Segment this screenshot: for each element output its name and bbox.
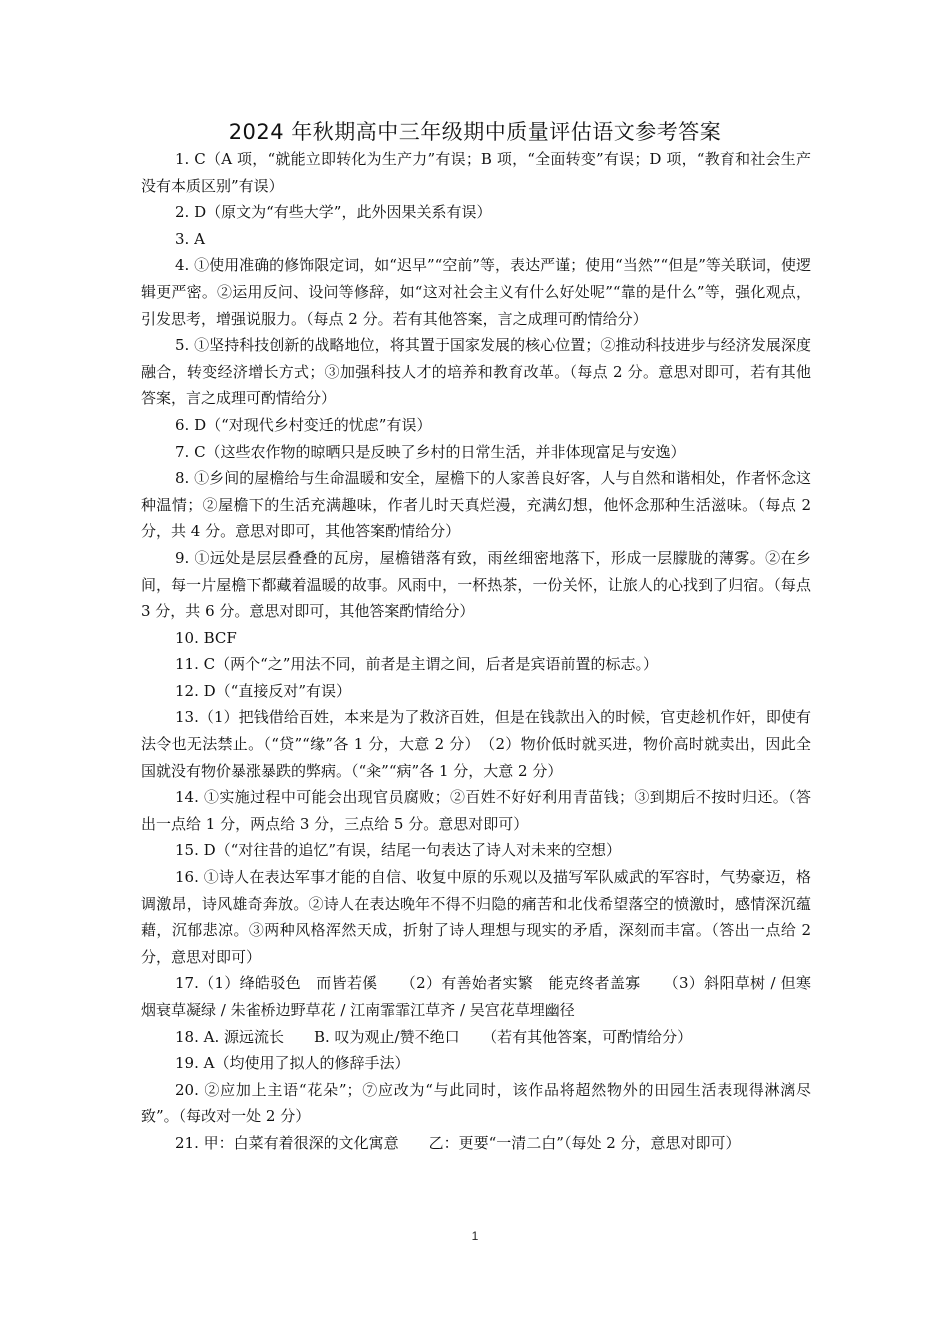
answer-item-16: 16. ①诗人在表达军事才能的自信、收复中原的乐观以及描写军队威武的军容时，气势豪迈，格调激昂，诗风雄奇奔放。②诗人在表达晚年不得不归隐的痛苦和北伐希望落空的愤激时，感情深沉蕴藉，沉郁悲凉。③两种风格浑然天成，折射了诗人理想与现实的矛盾，深刻而丰富。（答出一点给 2 分，意思对即可） xyxy=(141,868,811,966)
answer-item-21: 21. 甲：白菜有着很深的文化寓意 乙：更要“一清二白”（每处 2 分，意思对即可） xyxy=(175,1133,741,1152)
answer-item-6: 6. D（“对现代乡村变迁的忧虑”有误） xyxy=(175,415,432,434)
answer-item-3: 3. A xyxy=(175,229,205,248)
page-number: 1 xyxy=(471,1229,479,1243)
answer-item-20: 20. ②应加上主语“花朵”；⑦应改为“与此同时，该作品将超然物外的田园生活表现得淋漓尽致”。（每改对一处 2 分） xyxy=(141,1080,811,1126)
answer-item-19: 19. A（均使用了拟人的修辞手法） xyxy=(175,1054,410,1073)
answer-item-11: 11. C（两个“之”用法不同，前者是主谓之间，后者是宾语前置的标志。） xyxy=(175,655,658,674)
answer-item-4: 4. ①使用准确的修饰限定词，如“迟早”“空前”等，表达严谨；使用“当然”“但是”等关联词，使逻辑更严密。②运用反问、设问等修辞，如“这对社会主义有什么好处呢”“靠的是什么”等，强化观点，引发思考，增强说服力。（每点 2 分。若有其他答案，言之成理可酌情给分） xyxy=(141,256,811,328)
answer-list xyxy=(141,146,811,1157)
answer-item-5: 5. ①坚持科技创新的战略地位，将其置于国家发展的核心位置；②推动科技进步与经济发展深度融合，转变经济增长方式；③加强科技人才的培养和教育改革。（每点 2 分。意思对即可，若有其他答案，言之成理可酌情给分） xyxy=(141,336,811,408)
answer-item-8: 8. ①乡间的屋檐给与生命温暖和安全，屋檐下的人家善良好客，人与自然和谐相处，作者怀念这种温情；②屋檐下的生活充满趣味，作者儿时天真烂漫，充满幻想，他怀念那种生活滋味。（每点 2 分，共 4 分。意思对即可，其他答案酌情给分） xyxy=(141,469,811,541)
answer-item-17: 17.（1）绛皓驳色 而皆若傒 （2）有善始者实繁 能克终者盖寡 （3）斜阳草树 / 但寒烟衰草凝绿 / 朱雀桥边野草花 / 江南霏霏江草齐 / 吴宫花草埋幽径 xyxy=(141,974,811,1019)
answer-item-18: 18. A. 源远流长 B. 叹为观止/赞不绝口 （若有其他答案，可酌情给分） xyxy=(175,1027,693,1046)
document-title: 2024 年秋期高中三年级期中质量评估语文参考答案 xyxy=(228,120,722,144)
answer-item-1: 1. C（A 项，“就能立即转化为生产力”有误；B 项，“全面转变”有误；D 项，“教育和社会生产没有本质区别”有误） xyxy=(141,150,811,195)
answer-item-14: 14. ①实施过程中可能会出现官员腐败；②百姓不好好利用青苗钱；③到期后不按时归还。（答出一点给 1 分，两点给 3 分，三点给 5 分。意思对即可） xyxy=(141,788,811,833)
answer-item-15: 15. D（“对往昔的追忆”有误，结尾一句表达了诗人对未来的空想） xyxy=(175,841,621,860)
answer-item-7: 7. C（这些农作物的晾晒只是反映了乡村的日常生活，并非体现富足与安逸） xyxy=(175,442,686,461)
answer-item-10: 10. BCF xyxy=(175,628,237,647)
answer-item-12: 12. D（“直接反对”有误） xyxy=(175,681,351,700)
answer-item-2: 2. D（原文为“有些大学”，此外因果关系有误） xyxy=(175,203,492,222)
answer-item-9: 9. ①远处是层层叠叠的瓦房，屋檐错落有致，雨丝细密地落下，形成一层朦胧的薄雾。②在乡间，每一片屋檐下都藏着温暖的故事。风雨中，一杯热茶，一份关怀，让旅人的心找到了归宿。（每点 3 分，共 6 分。意思对即可，其他答案酌情给分） xyxy=(141,548,811,621)
answer-item-13: 13.（1）把钱借给百姓，本来是为了救济百姓，但是在钱款出入的时候，官吏趁机作奸，即使有法令也无法禁止。（“贷”“缘”各 1 分，大意 2 分） （2）物价低时就买进，物价高时就卖出，因此全国就没有物价暴涨暴跌的弊病。（“籴”“病”各 1 分，大意 2 分） xyxy=(141,708,811,780)
